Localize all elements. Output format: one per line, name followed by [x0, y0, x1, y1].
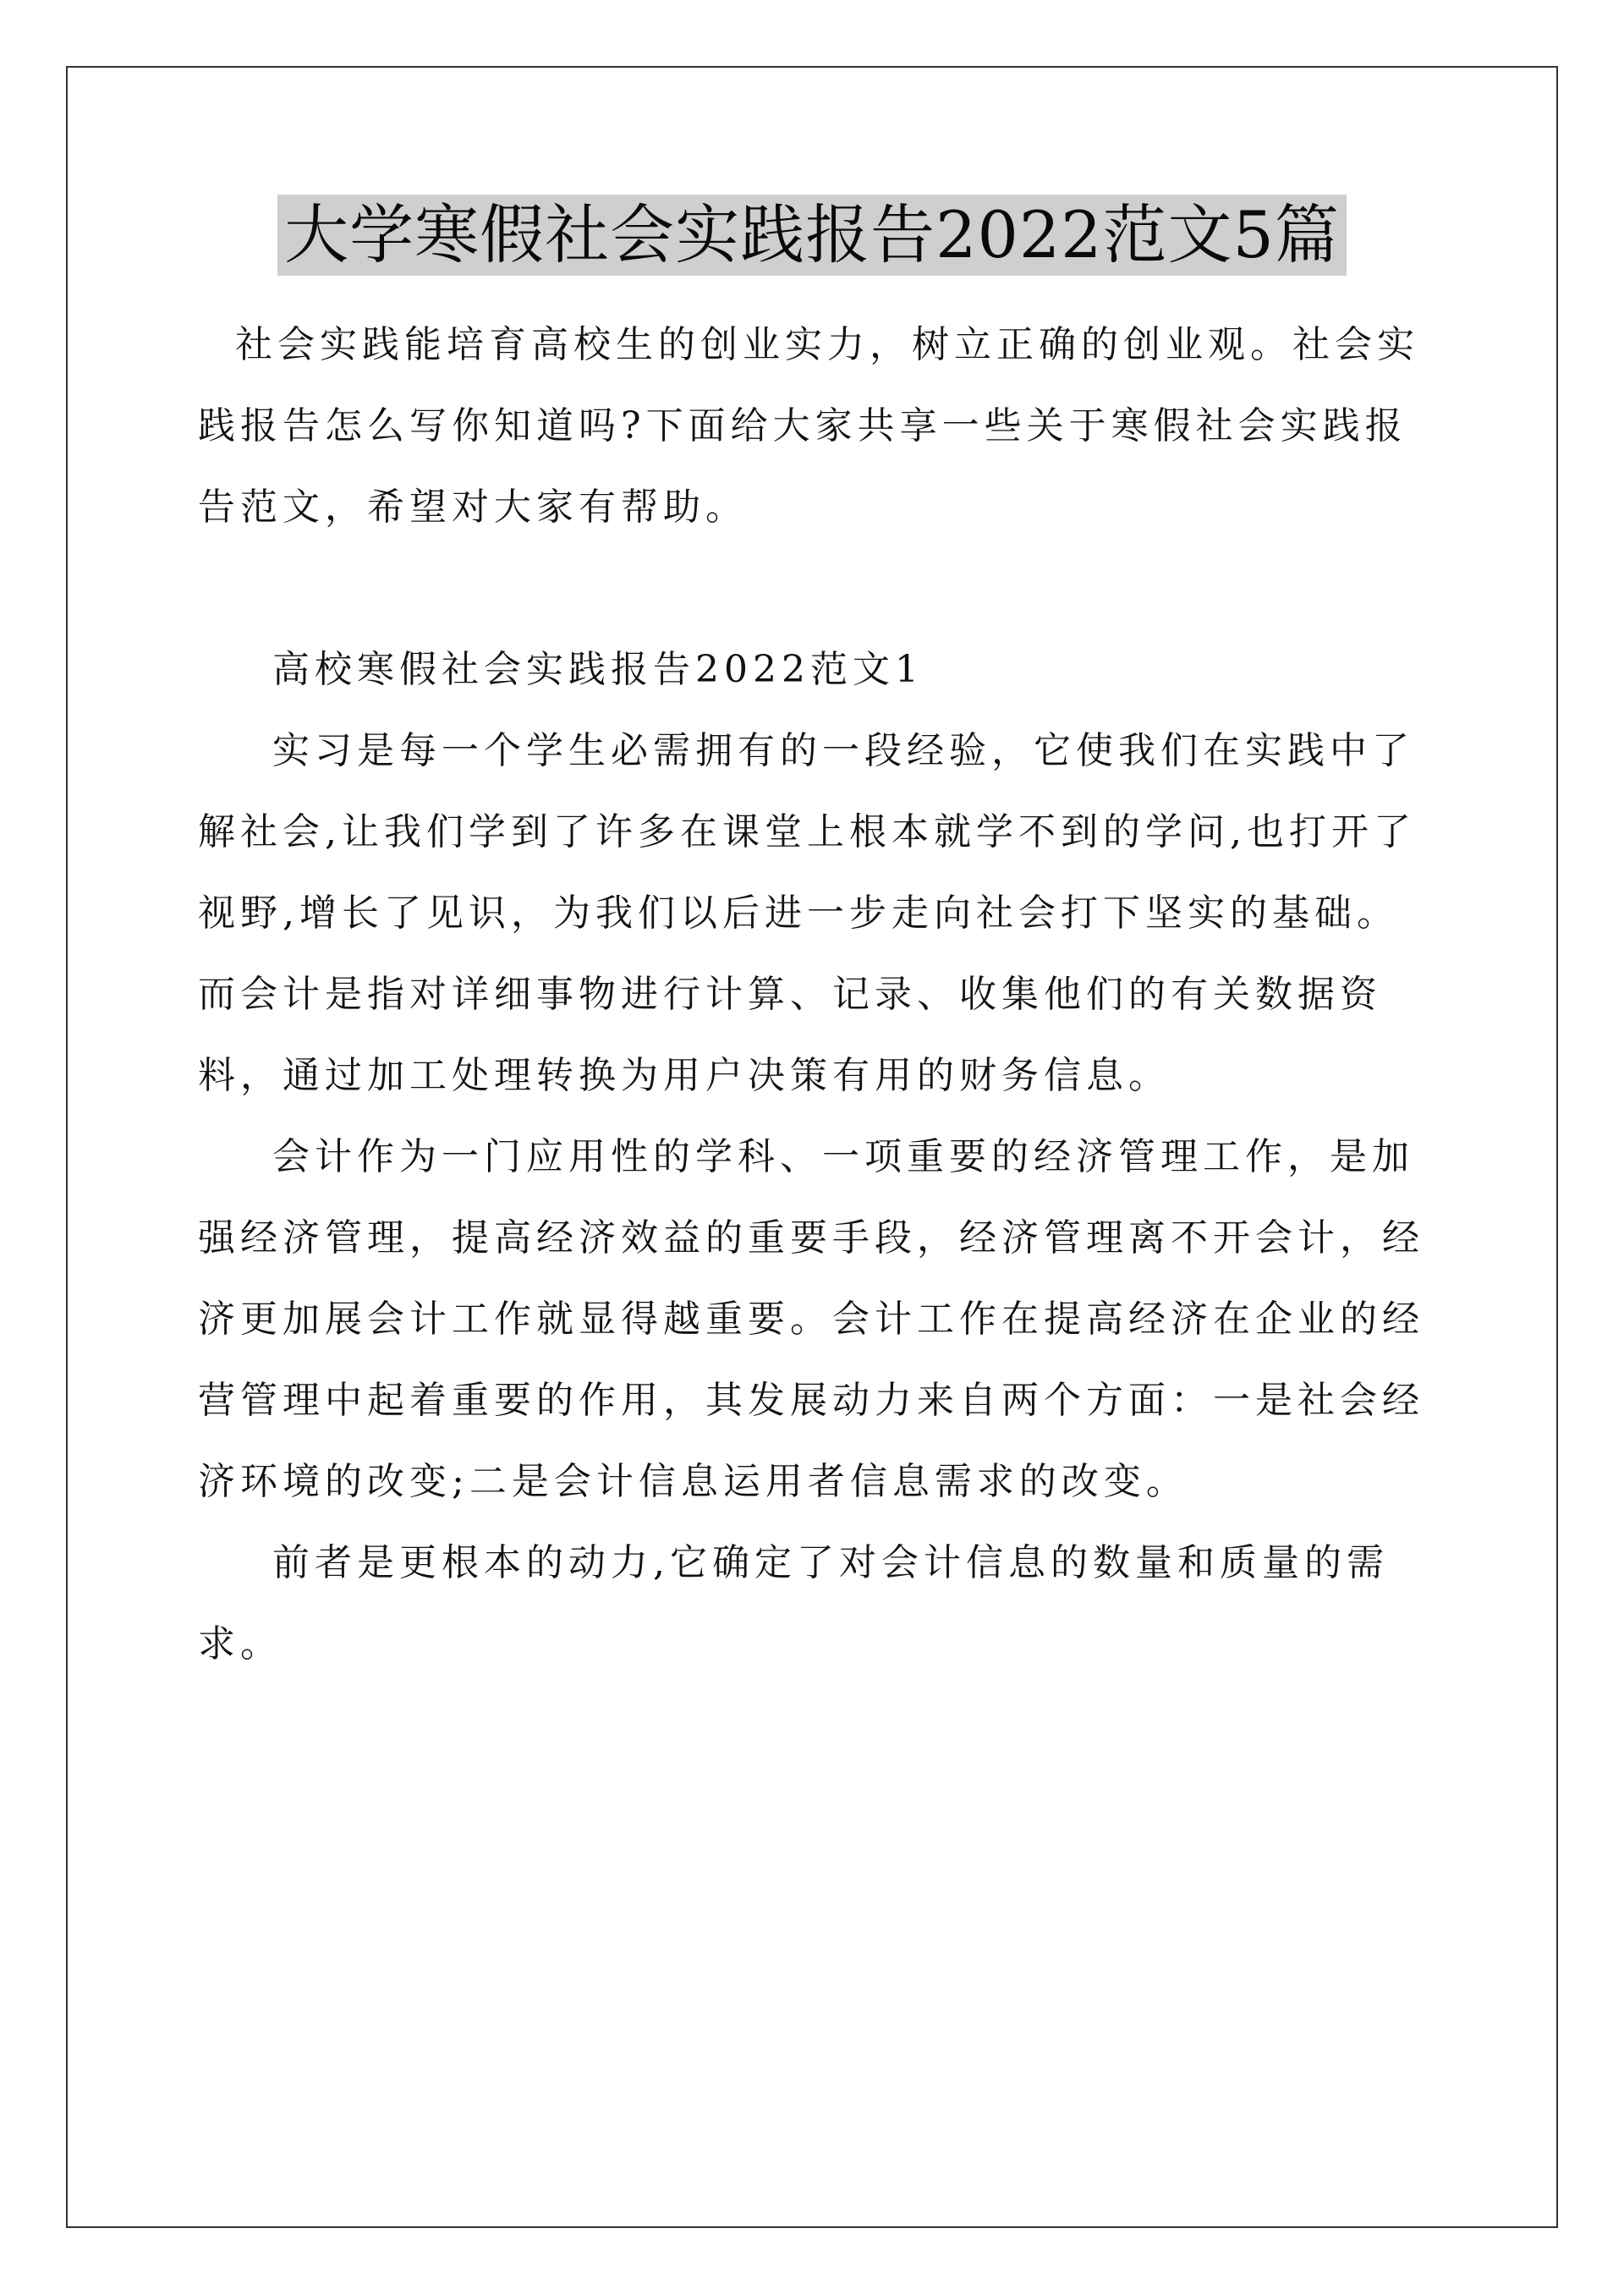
- body-paragraph-2[interactable]: 会计作为一门应用性的学科、一项重要的经济管理工作，是加强经济管理，提高经济效益的重要手段，经济管理离不开会计，经济更加展会计工作就显得越重要。会计工作在提高经济在企业的经营管理中起着重要的作用，其发展动力来自两个方面：一是社会经济环境的改变;二是会计信息运用者信息需求的改变。: [198, 1135, 1424, 1503]
- body-paragraph-1[interactable]: 实习是每一个学生必需拥有的一段经验，它使我们在实践中了解社会,让我们学到了许多在课堂上根本就学不到的学问,也打开了视野,增长了见识，为我们以后进一步走向社会打下坚实的基础。而会计是指对详细事物进行计算、记录、收集他们的有关数据资料，通过加工处理转换为用户决策有用的财务信息。: [198, 729, 1416, 1097]
- document-body: [198, 305, 1433, 1685]
- body-paragraph-3[interactable]: 前者是更根本的动力,它确定了对会计信息的数量和质量的需求。: [198, 1541, 1389, 1666]
- document-title[interactable]: 大学寒假社会实践报告2022范文5篇: [277, 195, 1347, 276]
- section-heading[interactable]: 高校寒假社会实践报告2022范文1: [272, 648, 924, 691]
- intro-paragraph[interactable]: 社会实践能培育高校生的创业实力，树立正确的创业观。社会实践报告怎么写你知道吗?下面给大家共享一些关于寒假社会实践报告范文，希望对大家有帮助。: [198, 323, 1419, 529]
- title-container: [0, 195, 1624, 276]
